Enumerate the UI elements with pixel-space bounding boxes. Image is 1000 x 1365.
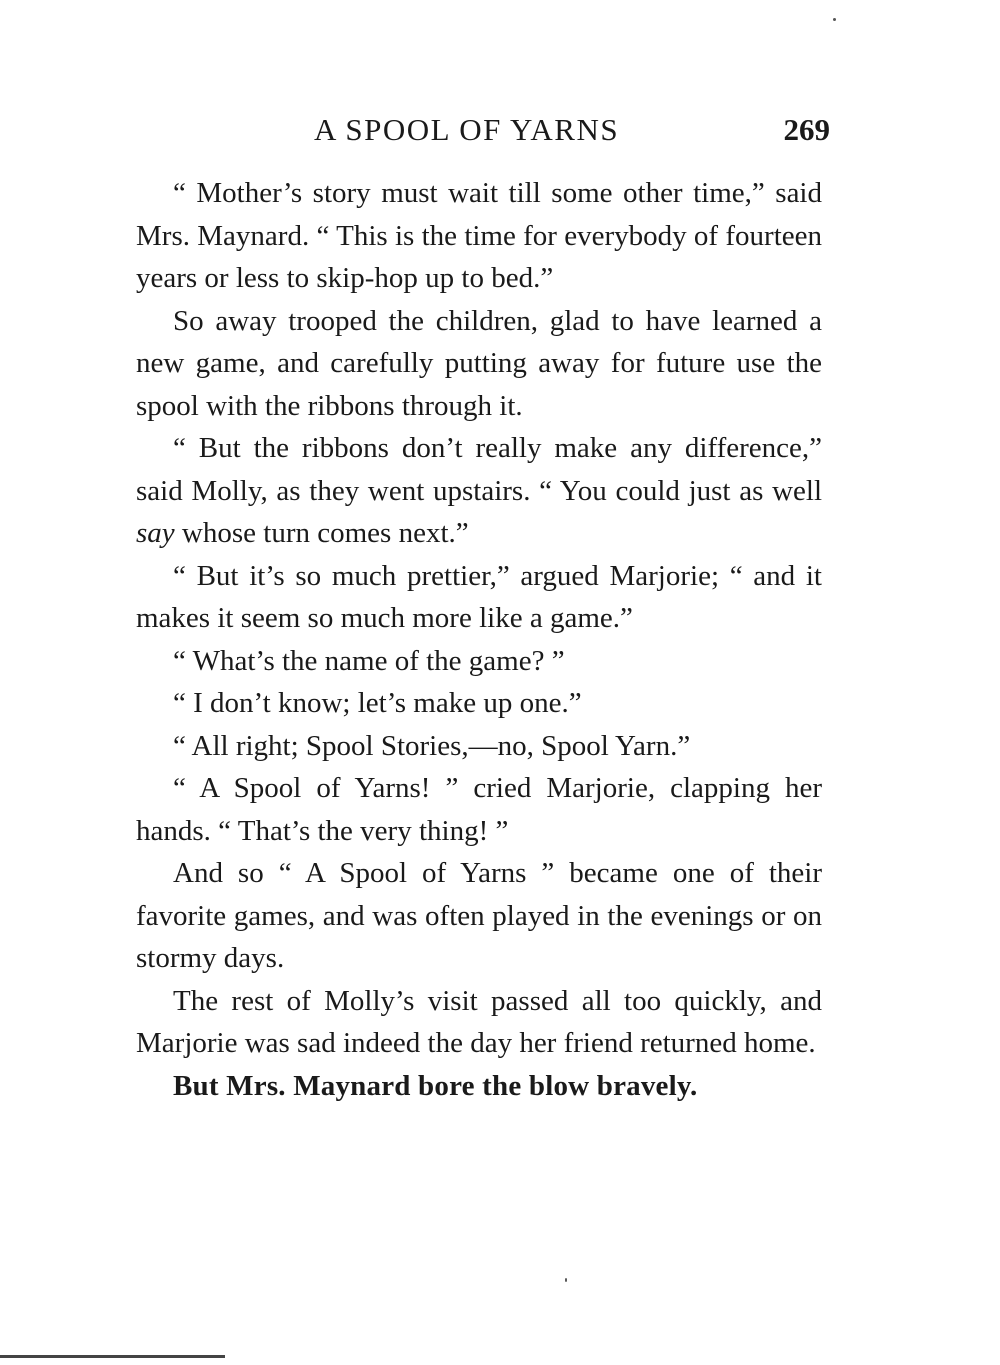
- paragraph: So away trooped the children, glad to have learned a new game, and carefully putting away for future use the spool with the ribbons through it.: [136, 304, 822, 422]
- paragraph-text: “ But the ribbons don’t really make any difference,” said Molly, as they went upstairs. “ You could just as well: [136, 432, 822, 507]
- print-speck: [565, 1278, 567, 1282]
- emphasized-word: say: [136, 517, 175, 549]
- page-number: 269: [783, 112, 830, 147]
- paragraph: “ A Spool of Yarns! ” cried Marjorie, clapping her hands. “ That’s the very thing! ”: [136, 772, 822, 847]
- running-head: [136, 110, 830, 150]
- running-title: A SPOOL OF YARNS: [314, 112, 620, 147]
- paragraph: The rest of Molly’s visit passed all too quickly, and Marjorie was sad indeed the day her friend returned home.: [136, 984, 822, 1059]
- paragraph-text: whose turn comes next.”: [174, 517, 469, 549]
- paragraph: But Mrs. Maynard bore the blow bravely.: [173, 1069, 698, 1102]
- body-text: [136, 172, 822, 1107]
- paragraph: “ I don’t know; let’s make up one.”: [173, 687, 582, 719]
- paragraph: [136, 427, 822, 555]
- paragraph: And so “ A Spool of Yarns ” became one of their favorite games, and was often played in the evenings or on stormy days.: [136, 857, 822, 974]
- paragraph: “ Mother’s story must wait till some other time,” said Mrs. Maynard. “ This is the time for everybody of fourteen years or less to skip-hop up to bed.”: [136, 177, 822, 294]
- paragraph: “ But it’s so much prettier,” argued Marjorie; “ and it makes it seem so much more like a game.”: [136, 559, 822, 634]
- paragraph: “ All right; Spool Stories,—no, Spool Yarn.”: [173, 729, 691, 762]
- print-speck: [833, 18, 836, 21]
- page-edge-rule: [0, 1355, 225, 1358]
- paragraph: “ What’s the name of the game? ”: [173, 644, 565, 677]
